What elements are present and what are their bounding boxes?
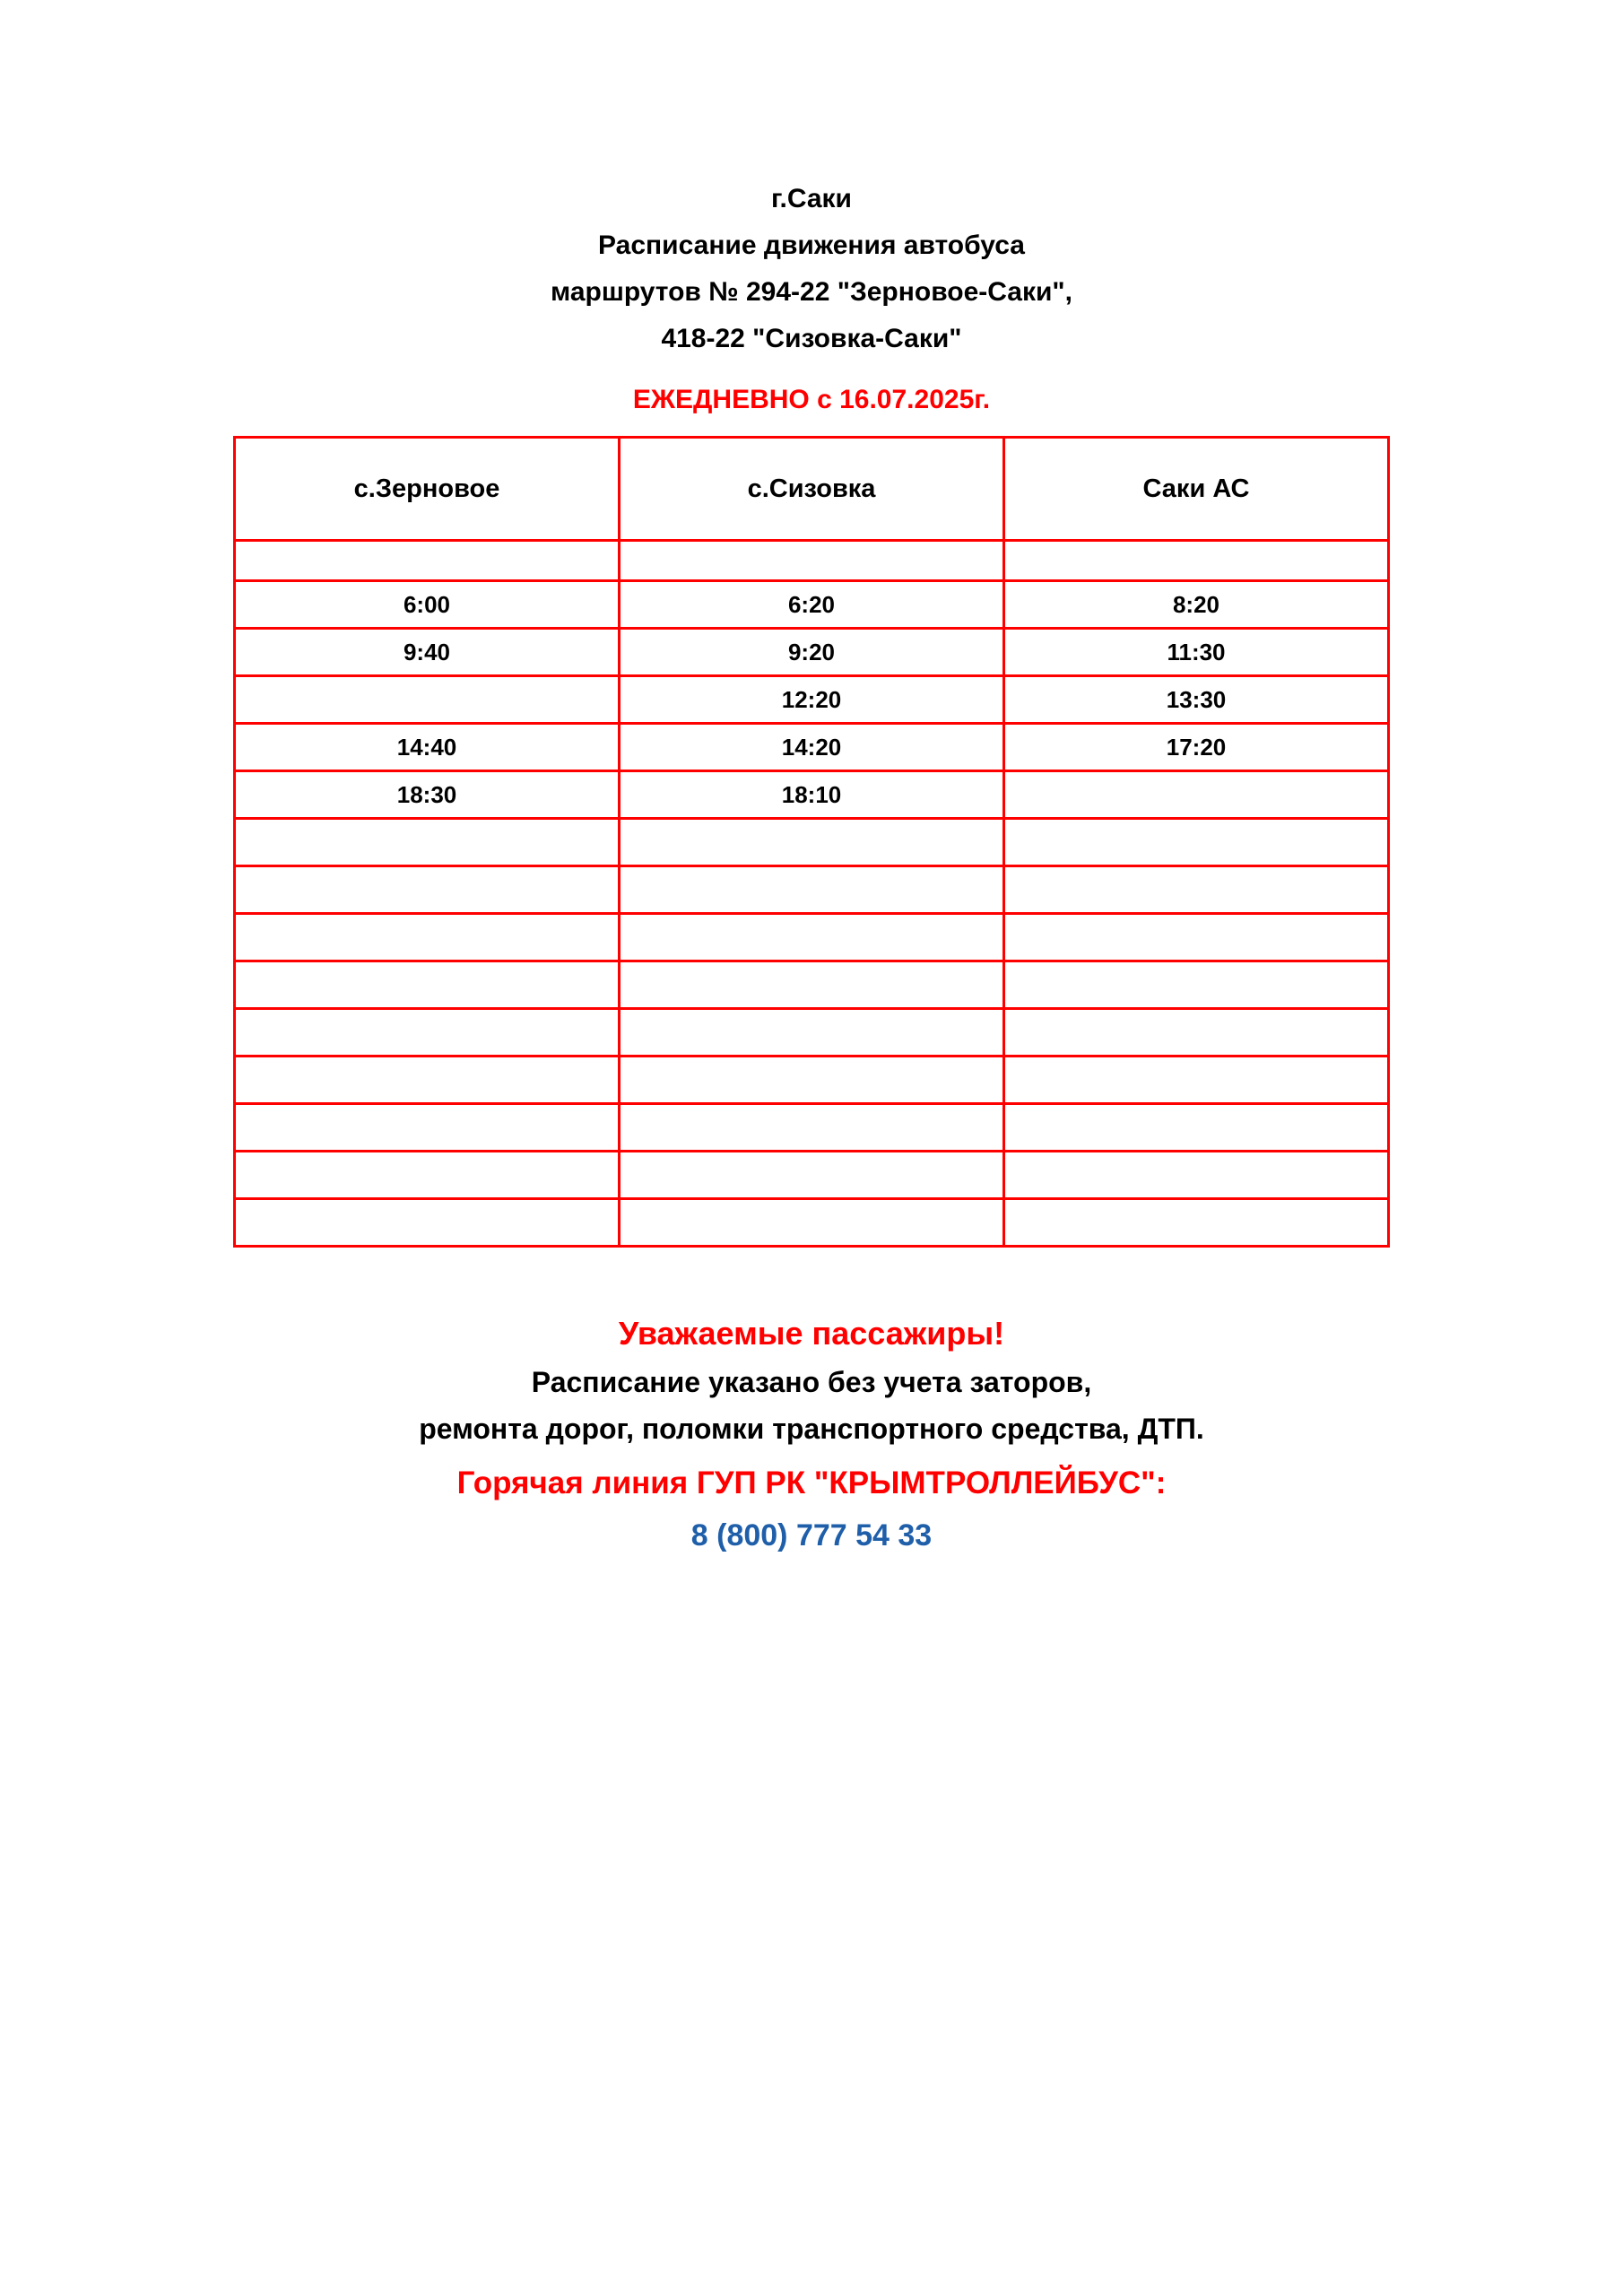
cell-departure-saki	[1004, 1152, 1389, 1199]
notice-line-2: ремонта дорог, поломки транспортного средства, ДТП.	[419, 1413, 1204, 1445]
cell-departure-zernovoe: 18:30	[235, 771, 620, 819]
hotline-phone: 8 (800) 777 54 33	[690, 1518, 933, 1552]
cell-departure-saki	[1004, 1104, 1389, 1152]
cell-departure-sizovka	[620, 961, 1004, 1009]
cell-departure-sizovka: 6:20	[620, 581, 1004, 629]
table-row	[235, 914, 1389, 961]
column-header-sizovka: с.Сизовка	[620, 438, 1004, 541]
schedule-table	[233, 436, 1390, 1248]
cell-departure-sizovka: 12:20	[620, 676, 1004, 724]
cell-departure-saki: 8:20	[1004, 581, 1389, 629]
cell-departure-zernovoe	[235, 914, 620, 961]
schedule-table-wrapper	[233, 436, 1390, 1248]
cell-departure-zernovoe	[235, 819, 620, 866]
table-row	[235, 541, 1389, 581]
cell-departure-zernovoe	[235, 866, 620, 914]
cell-departure-sizovka	[620, 1057, 1004, 1104]
cell-departure-saki: 13:30	[1004, 676, 1389, 724]
cell-departure-sizovka	[620, 819, 1004, 866]
table-row	[235, 724, 1389, 771]
notice-line-1: Расписание указано без учета заторов,	[531, 1366, 1092, 1398]
cell-departure-zernovoe: 6:00	[235, 581, 620, 629]
table-row	[235, 629, 1389, 676]
cell-departure-sizovka	[620, 1199, 1004, 1247]
cell-departure-sizovka	[620, 1009, 1004, 1057]
cell-departure-zernovoe	[235, 541, 620, 581]
cell-departure-sizovka	[620, 541, 1004, 581]
table-header-row	[235, 438, 1389, 541]
city-name: г.Саки	[771, 184, 852, 213]
table-row	[235, 676, 1389, 724]
column-header-zernovoe: с.Зерновое	[235, 438, 620, 541]
table-row	[235, 819, 1389, 866]
cell-departure-saki	[1004, 1009, 1389, 1057]
cell-departure-saki	[1004, 914, 1389, 961]
table-row	[235, 961, 1389, 1009]
passenger-notice	[0, 1309, 1623, 1560]
cell-departure-saki	[1004, 1057, 1389, 1104]
daily-notice: ЕЖЕДНЕВНО с 16.07.2025г.	[632, 385, 991, 414]
cell-departure-zernovoe	[235, 1104, 620, 1152]
cell-departure-sizovka: 14:20	[620, 724, 1004, 771]
cell-departure-saki	[1004, 541, 1389, 581]
cell-departure-zernovoe	[235, 1199, 620, 1247]
hotline-label: Горячая линия ГУП РК "КРЫМТРОЛЛЕЙБУС":	[456, 1465, 1167, 1500]
table-row	[235, 1057, 1389, 1104]
table-row	[235, 1009, 1389, 1057]
cell-departure-zernovoe: 14:40	[235, 724, 620, 771]
table-row	[235, 1199, 1389, 1247]
schedule-table-head	[235, 438, 1389, 541]
cell-departure-saki: 11:30	[1004, 629, 1389, 676]
cell-departure-saki	[1004, 771, 1389, 819]
table-row	[235, 581, 1389, 629]
cell-departure-sizovka: 9:20	[620, 629, 1004, 676]
cell-departure-zernovoe: 9:40	[235, 629, 620, 676]
route-line-2: 418-22 "Сизовка-Саки"	[661, 324, 962, 353]
cell-departure-saki	[1004, 866, 1389, 914]
cell-departure-sizovka	[620, 1104, 1004, 1152]
cell-departure-zernovoe	[235, 676, 620, 724]
cell-departure-zernovoe	[235, 1152, 620, 1199]
cell-departure-sizovka	[620, 1152, 1004, 1199]
route-line-1: маршрутов № 294-22 "Зерновое-Саки",	[551, 277, 1072, 307]
cell-departure-saki: 17:20	[1004, 724, 1389, 771]
cell-departure-sizovka	[620, 866, 1004, 914]
cell-departure-saki	[1004, 1199, 1389, 1247]
document-header	[0, 0, 1623, 423]
cell-departure-zernovoe	[235, 1009, 620, 1057]
cell-departure-saki	[1004, 819, 1389, 866]
cell-departure-zernovoe	[235, 961, 620, 1009]
table-row	[235, 1152, 1389, 1199]
schedule-table-body	[235, 541, 1389, 1247]
cell-departure-sizovka	[620, 914, 1004, 961]
cell-departure-saki	[1004, 961, 1389, 1009]
table-row	[235, 771, 1389, 819]
document-title: Расписание движения автобуса	[598, 230, 1025, 260]
notice-attention: Уважаемые пассажиры!	[618, 1315, 1005, 1352]
table-row	[235, 1104, 1389, 1152]
cell-departure-sizovka: 18:10	[620, 771, 1004, 819]
column-header-saki-as: Саки АС	[1004, 438, 1389, 541]
table-row	[235, 866, 1389, 914]
cell-departure-zernovoe	[235, 1057, 620, 1104]
